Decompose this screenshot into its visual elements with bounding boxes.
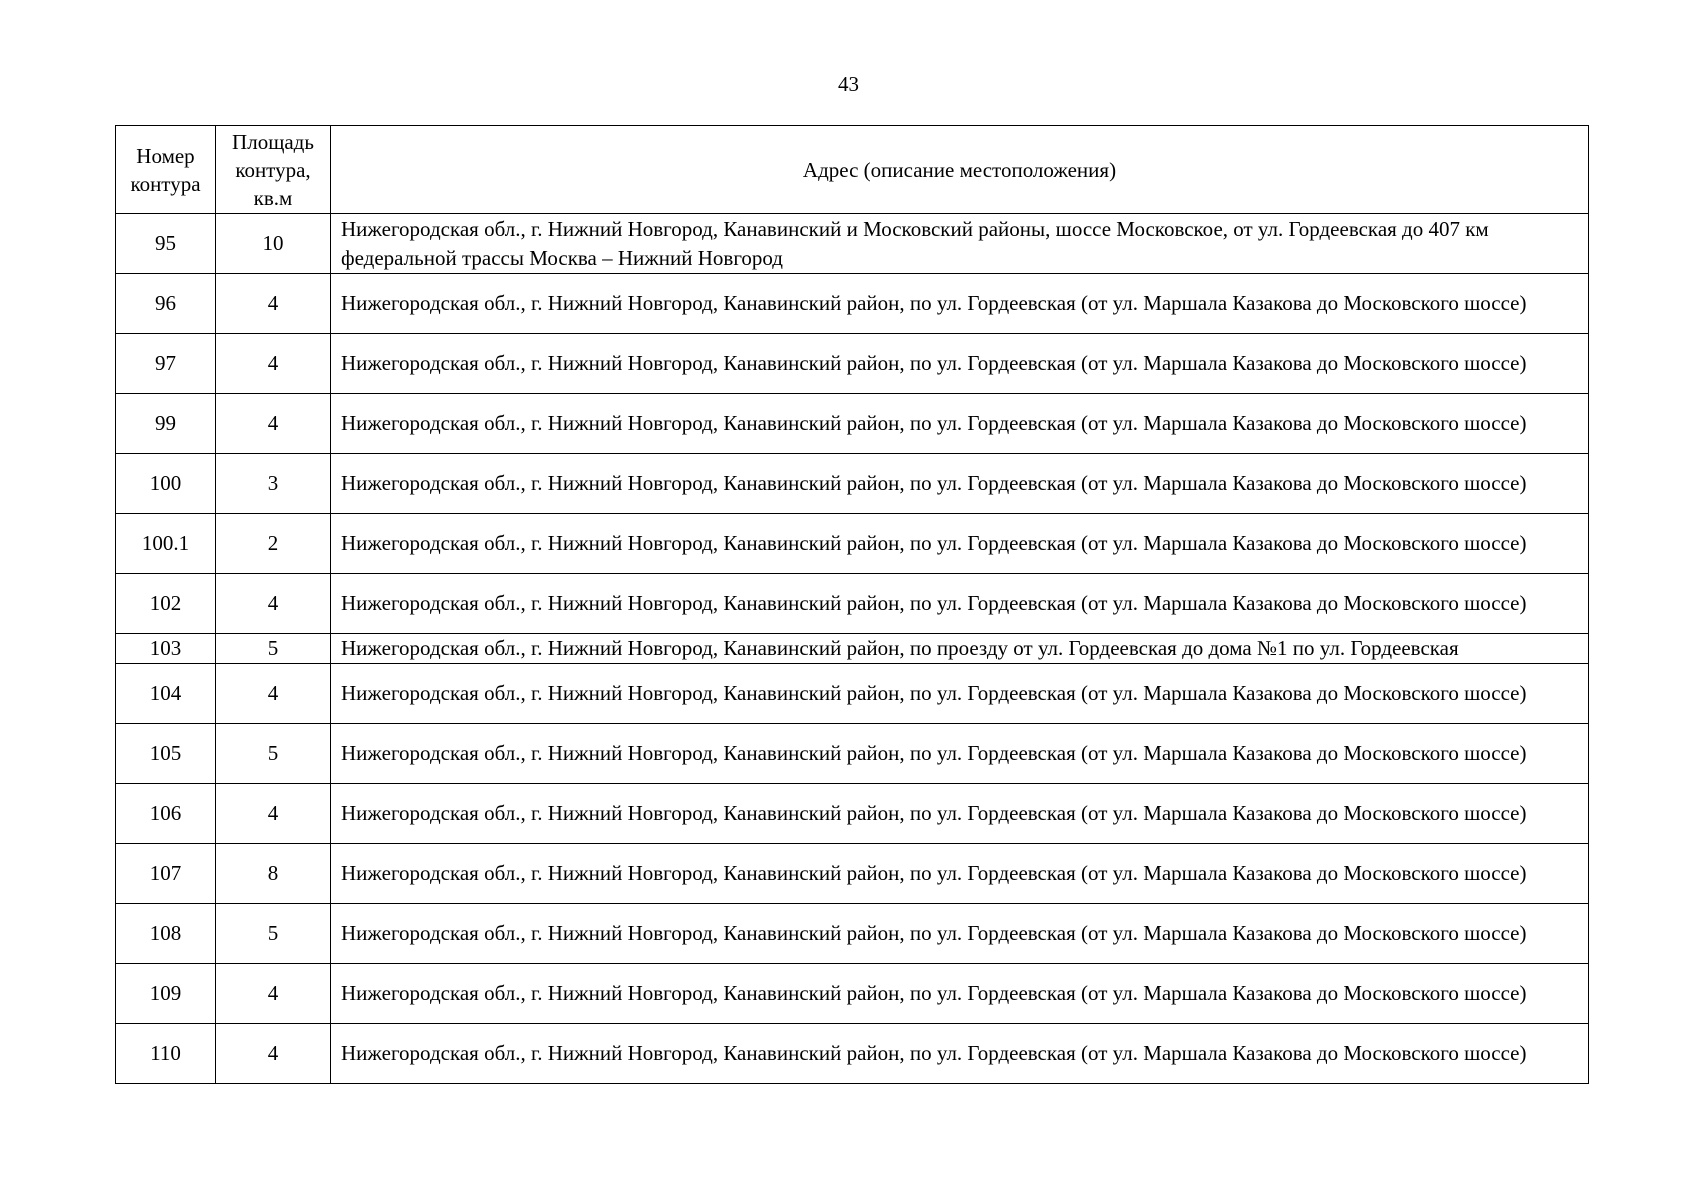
table-row <box>116 214 1589 274</box>
contour-area-cell: 5 <box>216 904 331 964</box>
contour-area-cell: 4 <box>216 334 331 394</box>
header-contour-area: Площадь контура, кв.м <box>216 126 331 214</box>
contour-area-cell: 8 <box>216 844 331 904</box>
contour-area-cell: 4 <box>216 394 331 454</box>
contour-number-cell: 110 <box>116 1024 216 1084</box>
contour-area-cell: 4 <box>216 574 331 634</box>
address-cell: Нижегородская обл., г. Нижний Новгород, Канавинский район, по ул. Гордеевская (от ул. Маршала Казакова до Московского шоссе) <box>331 1024 1589 1084</box>
contour-number-cell: 102 <box>116 574 216 634</box>
contour-number-cell: 103 <box>116 634 216 664</box>
address-cell: Нижегородская обл., г. Нижний Новгород, Канавинский район, по ул. Гордеевская (от ул. Маршала Казакова до Московского шоссе) <box>331 964 1589 1024</box>
contour-area-cell: 4 <box>216 1024 331 1084</box>
contour-number-cell: 104 <box>116 664 216 724</box>
contour-area-cell: 4 <box>216 964 331 1024</box>
contour-number-cell: 109 <box>116 964 216 1024</box>
table-row <box>116 964 1589 1024</box>
table-row <box>116 664 1589 724</box>
page-number: 43 <box>838 72 859 96</box>
contour-number-cell: 95 <box>116 214 216 274</box>
address-cell: Нижегородская обл., г. Нижний Новгород, Канавинский район, по ул. Гордеевская (от ул. Маршала Казакова до Московского шоссе) <box>331 274 1589 334</box>
address-cell: Нижегородская обл., г. Нижний Новгород, Канавинский район, по ул. Гордеевская (от ул. Маршала Казакова до Московского шоссе) <box>331 844 1589 904</box>
contour-area-cell: 5 <box>216 724 331 784</box>
table-row <box>116 274 1589 334</box>
contour-area-cell: 4 <box>216 784 331 844</box>
contour-table <box>115 125 1589 1084</box>
contour-number-cell: 106 <box>116 784 216 844</box>
table-row <box>116 1024 1589 1084</box>
address-cell: Нижегородская обл., г. Нижний Новгород, Канавинский район, по ул. Гордеевская (от ул. Маршала Казакова до Московского шоссе) <box>331 664 1589 724</box>
table-row <box>116 454 1589 514</box>
address-cell: Нижегородская обл., г. Нижний Новгород, Канавинский район, по ул. Гордеевская (от ул. Маршала Казакова до Московского шоссе) <box>331 784 1589 844</box>
address-cell: Нижегородская обл., г. Нижний Новгород, Канавинский район, по ул. Гордеевская (от ул. Маршала Казакова до Московского шоссе) <box>331 334 1589 394</box>
table-row <box>116 334 1589 394</box>
contour-number-cell: 105 <box>116 724 216 784</box>
header-address: Адрес (описание местоположения) <box>331 126 1589 214</box>
address-cell: Нижегородская обл., г. Нижний Новгород, Канавинский район, по ул. Гордеевская (от ул. Маршала Казакова до Московского шоссе) <box>331 454 1589 514</box>
table-row <box>116 394 1589 454</box>
table-row <box>116 574 1589 634</box>
contour-number-cell: 100 <box>116 454 216 514</box>
contour-number-cell: 100.1 <box>116 514 216 574</box>
address-cell: Нижегородская обл., г. Нижний Новгород, Канавинский район, по ул. Гордеевская (от ул. Маршала Казакова до Московского шоссе) <box>331 724 1589 784</box>
contour-area-cell: 5 <box>216 634 331 664</box>
table-row <box>116 724 1589 784</box>
header-contour-number: Номер контура <box>116 126 216 214</box>
address-cell: Нижегородская обл., г. Нижний Новгород, Канавинский район, по ул. Гордеевская (от ул. Маршала Казакова до Московского шоссе) <box>331 394 1589 454</box>
contour-number-cell: 99 <box>116 394 216 454</box>
address-cell: Нижегородская обл., г. Нижний Новгород, Канавинский район, по ул. Гордеевская (от ул. Маршала Казакова до Московского шоссе) <box>331 574 1589 634</box>
table-row <box>116 904 1589 964</box>
address-cell: Нижегородская обл., г. Нижний Новгород, Канавинский район, по ул. Гордеевская (от ул. Маршала Казакова до Московского шоссе) <box>331 514 1589 574</box>
table-header <box>116 126 1589 214</box>
contour-number-cell: 97 <box>116 334 216 394</box>
table-row <box>116 784 1589 844</box>
contour-area-cell: 3 <box>216 454 331 514</box>
address-cell: Нижегородская обл., г. Нижний Новгород, Канавинский и Московский районы, шоссе Московское, от ул. Гордеевская до 407 км федеральной трассы Москва – Нижний Новгород <box>331 214 1589 274</box>
contour-number-cell: 107 <box>116 844 216 904</box>
table-body <box>116 214 1589 1084</box>
contour-area-cell: 2 <box>216 514 331 574</box>
address-cell: Нижегородская обл., г. Нижний Новгород, Канавинский район, по проезду от ул. Гордеевская до дома №1 по ул. Гордеевская <box>331 634 1589 664</box>
header-row <box>116 126 1589 214</box>
table-row <box>116 634 1589 664</box>
table-row <box>116 514 1589 574</box>
contour-number-cell: 96 <box>116 274 216 334</box>
table-row <box>116 844 1589 904</box>
contour-number-cell: 108 <box>116 904 216 964</box>
address-cell: Нижегородская обл., г. Нижний Новгород, Канавинский район, по ул. Гордеевская (от ул. Маршала Казакова до Московского шоссе) <box>331 904 1589 964</box>
contour-area-cell: 10 <box>216 214 331 274</box>
contour-area-cell: 4 <box>216 274 331 334</box>
contour-area-cell: 4 <box>216 664 331 724</box>
